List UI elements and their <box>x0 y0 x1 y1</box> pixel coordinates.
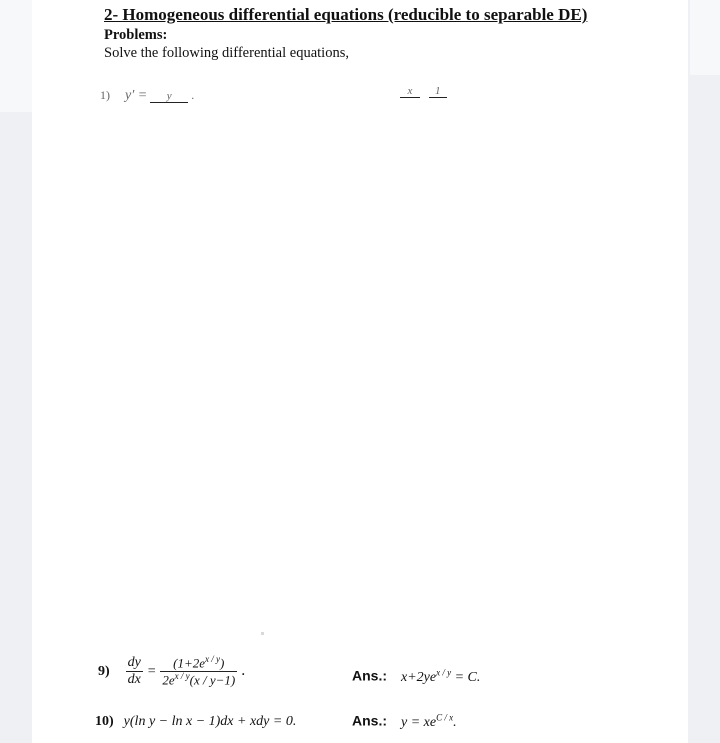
answer-expression <box>401 667 481 685</box>
problem-number: 10) <box>95 714 114 729</box>
page-title: 2- Homogeneous differential equations (reducible to separable DE) <box>104 5 588 24</box>
answer-numerator-2: 1 <box>435 85 441 97</box>
fraction-denominator <box>150 102 188 103</box>
fraction-numerator: y <box>166 89 172 102</box>
rhs-numerator <box>171 655 226 671</box>
problem-fraction <box>150 90 188 103</box>
lhs-numerator: dy <box>127 655 141 671</box>
problem-1 <box>100 88 194 104</box>
problem-equation: y(ln y − ln x − 1)dx + xdy = 0. <box>123 714 297 729</box>
equation-period: . <box>241 661 246 679</box>
equals-sign: = <box>146 663 157 679</box>
rhs-denominator-exponent: x / y <box>174 670 190 681</box>
answer-exponent: x / y <box>436 667 452 677</box>
problem-9 <box>98 655 245 687</box>
rhs-numerator-close: ) <box>220 655 225 671</box>
answer-denominator <box>400 97 420 98</box>
answer-base: y = xe <box>401 714 437 730</box>
answer-denominator-2 <box>429 97 447 98</box>
problem-1-answer-fragment <box>400 85 447 98</box>
problem-10-answer <box>352 712 457 731</box>
problem-9-answer <box>352 667 480 686</box>
problem-number: 9) <box>98 663 110 679</box>
rhs-denominator <box>160 671 237 688</box>
answer-label: Ans.: <box>352 667 387 684</box>
rhs-denominator-base: 2e <box>162 671 175 687</box>
rhs-denominator-tail: (x / y−1) <box>189 671 236 687</box>
lhs-denominator: dx <box>127 671 141 687</box>
rhs-numerator-base: (1+2e <box>173 655 206 671</box>
problem-lhs: y′ = <box>125 88 148 103</box>
answer-rhs: = C. <box>454 669 481 685</box>
scan-artifact <box>261 632 264 635</box>
answer-fraction-1 <box>400 85 420 98</box>
problem-number: 1) <box>100 88 110 102</box>
answer-numerator: x <box>407 85 413 97</box>
document-page <box>32 0 688 743</box>
answer-period: . <box>453 714 457 730</box>
equation-period: . <box>191 88 195 102</box>
rhs-fraction <box>160 655 237 687</box>
answer-fraction-2 <box>429 85 447 98</box>
rhs-numerator-exponent: x / y <box>205 654 221 664</box>
answer-base: x+2ye <box>401 669 437 685</box>
section-heading: Problems: <box>104 27 168 43</box>
answer-expression <box>401 712 457 730</box>
problem-10 <box>95 712 296 730</box>
answer-label: Ans.: <box>352 712 387 729</box>
answer-exponent: C / x <box>436 712 454 722</box>
lhs-fraction <box>126 655 143 687</box>
instruction-text: Solve the following differential equations, <box>104 45 349 61</box>
background-panel-right <box>690 0 720 75</box>
